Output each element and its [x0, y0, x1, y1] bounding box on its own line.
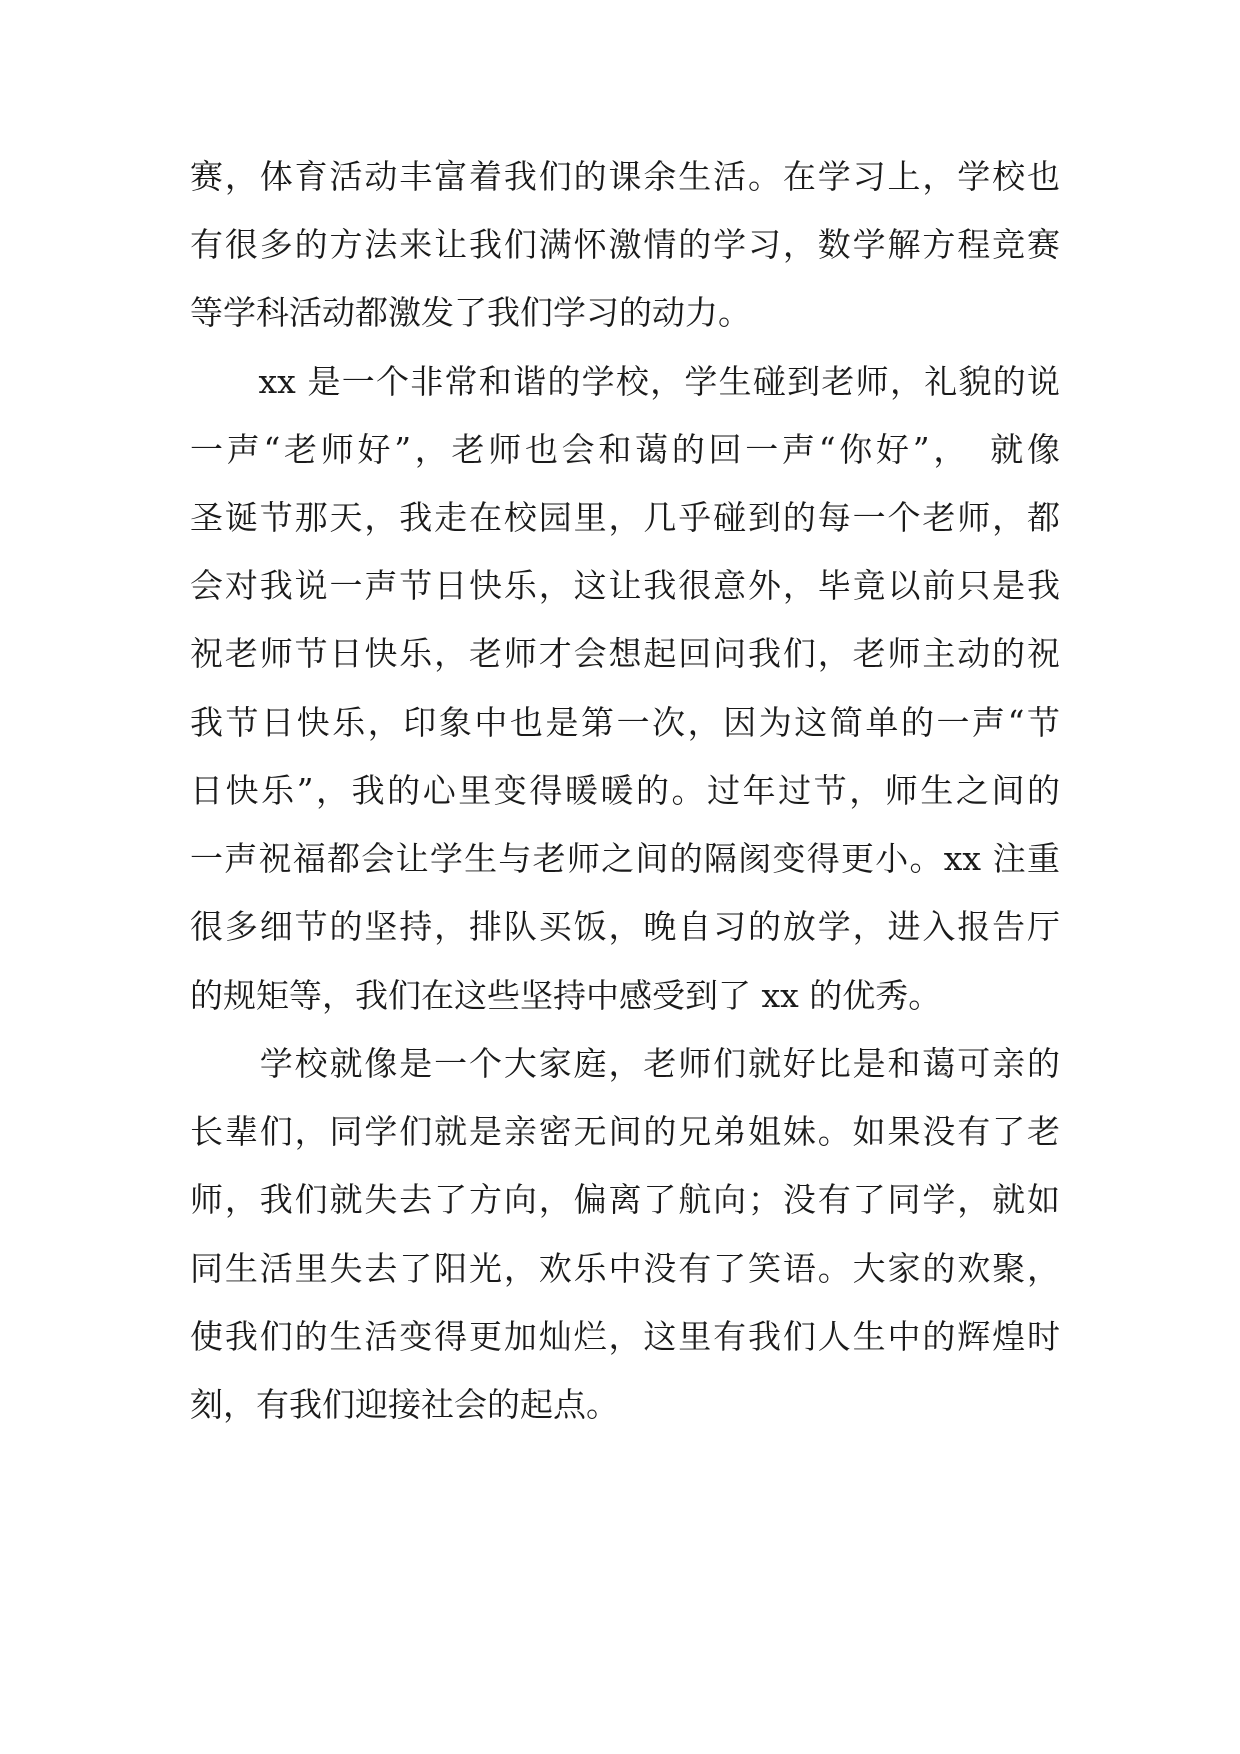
- text-line: 一声祝福都会让学生与老师之间的隔阂变得更小。xx 注重: [190, 839, 1060, 878]
- text-line: xx 是一个非常和谐的学校，学生碰到老师，礼貌的说: [190, 362, 1060, 401]
- text-line: 很多细节的坚持，排队买饭，晚自习的放学，进入报告厅: [190, 907, 1060, 946]
- text-line: 一声“老师好”，老师也会和蔼的回一声“你好”， 就像: [190, 430, 1060, 469]
- text-line: 会对我说一声节日快乐，这让我很意外，毕竟以前只是我: [190, 566, 1060, 605]
- text-line: 日快乐”，我的心里变得暖暖的。过年过节，师生之间的: [190, 771, 1060, 810]
- text-line: 学校就像是一个大家庭，老师们就好比是和蔼可亲的: [190, 1044, 1060, 1083]
- text-line: 我节日快乐，印象中也是第一次，因为这简单的一声“节: [190, 703, 1060, 742]
- text-line: 有很多的方法来让我们满怀激情的学习，数学解方程竞赛: [190, 225, 1060, 264]
- text-line: 同生活里失去了阳光，欢乐中没有了笑语。大家的欢聚，: [190, 1249, 1060, 1288]
- text-line: 师，我们就失去了方向，偏离了航向；没有了同学，就如: [190, 1180, 1060, 1219]
- text-line: 赛，体育活动丰富着我们的课余生活。在学习上，学校也: [190, 157, 1060, 196]
- text-line: 的规矩等，我们在这些坚持中感受到了 xx 的优秀。: [190, 976, 942, 1015]
- text-line: 使我们的生活变得更加灿烂，这里有我们人生中的辉煌时: [190, 1317, 1060, 1356]
- text-line: 等学科活动都激发了我们学习的动力。: [190, 293, 751, 332]
- text-line: 祝老师节日快乐，老师才会想起回问我们，老师主动的祝: [190, 634, 1060, 673]
- text-line: 圣诞节那天，我走在校园里，几乎碰到的每一个老师，都: [190, 498, 1060, 537]
- text-line: 长辈们，同学们就是亲密无间的兄弟姐妹。如果没有了老: [190, 1112, 1060, 1151]
- text-line: 刻，有我们迎接社会的起点。: [190, 1385, 619, 1424]
